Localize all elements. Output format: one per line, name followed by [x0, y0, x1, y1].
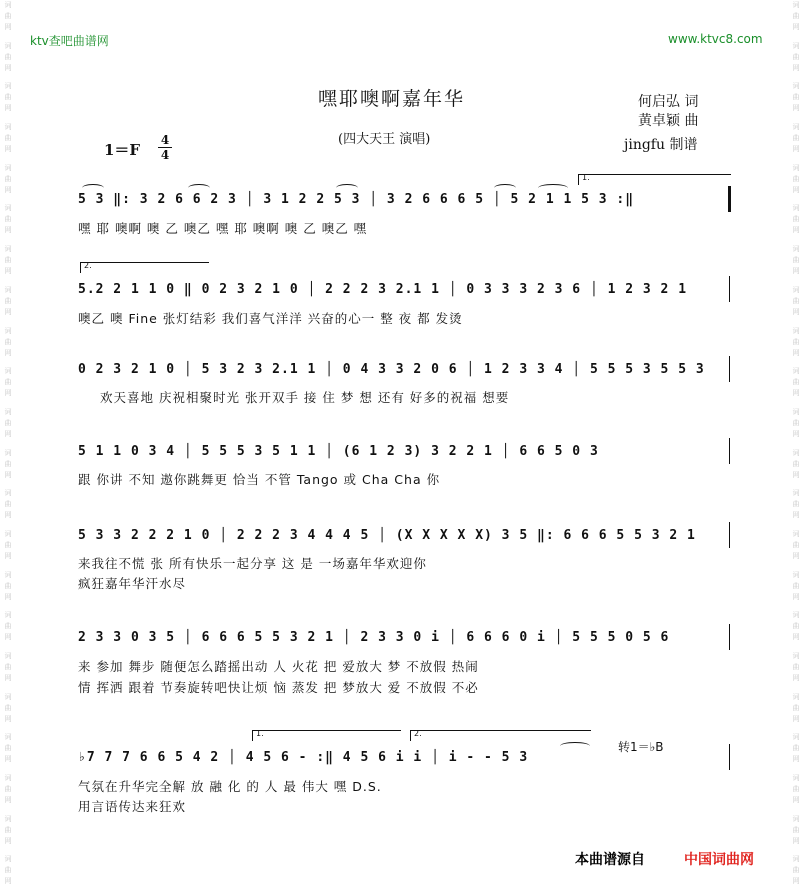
watermark-char: 曲 [4, 418, 12, 427]
watermark-char: 网 [792, 185, 800, 194]
watermark-char: 网 [4, 145, 12, 154]
watermark-char: 网 [4, 185, 12, 194]
site-right-label[interactable]: www.ktvc8.com [668, 32, 763, 46]
watermark-char: 曲 [792, 744, 800, 753]
watermark-char: 曲 [4, 296, 12, 305]
barline [729, 276, 730, 302]
lyricist-credit: 何启弘 词 [638, 94, 699, 110]
watermark-char: 曲 [792, 581, 800, 590]
watermark-char: 词 [4, 774, 12, 783]
watermark-char: 曲 [4, 134, 12, 143]
watermark-char: 词 [792, 855, 800, 864]
watermark-char: 曲 [4, 785, 12, 794]
watermark-char: 网 [792, 796, 800, 805]
watermark-char: 网 [4, 104, 12, 113]
slur [538, 184, 568, 192]
watermark-char: 网 [792, 104, 800, 113]
watermark-char: 词 [792, 326, 800, 335]
watermark-char: 网 [4, 389, 12, 398]
watermark-char: 曲 [792, 52, 800, 61]
volta-label: 1. [256, 729, 264, 738]
watermark-char: 曲 [792, 12, 800, 20]
volta-label: 1. [582, 173, 590, 182]
site-left-label[interactable]: ktv查吧曲谱网 [30, 34, 109, 48]
watermark-char: 词 [792, 774, 800, 783]
barline [729, 356, 730, 382]
watermark-char: 网 [4, 226, 12, 235]
barline [729, 522, 730, 548]
slur [188, 184, 210, 192]
watermark-char: 网 [4, 714, 12, 723]
watermark-char: 词 [4, 814, 12, 823]
watermark-char: 曲 [4, 540, 12, 549]
watermark-char: 词 [792, 814, 800, 823]
watermark-char: 曲 [4, 459, 12, 468]
watermark-char: 曲 [792, 256, 800, 265]
watermark-char: 曲 [792, 215, 800, 224]
watermark-char: 词 [792, 367, 800, 376]
arranger-credit: jingfu 制谱 [624, 137, 698, 153]
watermark-char: 曲 [792, 378, 800, 387]
watermark-char: 曲 [4, 744, 12, 753]
watermark-char: 曲 [792, 703, 800, 712]
watermark-left [2, 0, 14, 895]
watermark-char: 曲 [792, 866, 800, 875]
row-5-notes: 5 3 3 2 2 2 1 0 │ 2 2 2 3 4 4 4 5 │ (X X X X X) 3 5 ‖: 6 6 6 5 5 3 2 1 [78, 528, 696, 543]
watermark-char: 词 [4, 123, 12, 132]
watermark-char: 网 [4, 470, 12, 479]
song-subtitle: (四大天王 演唱) [338, 132, 431, 147]
watermark-char: 词 [792, 529, 800, 538]
row-3-lyrics: 欢天喜地 庆祝相聚时光 张开双手 接 住 梦 想 还有 好多的祝福 想要 [100, 390, 510, 405]
row-7-volta-1 [252, 730, 401, 741]
watermark-char: 词 [4, 245, 12, 254]
watermark-char: 曲 [4, 378, 12, 387]
watermark-char: 词 [4, 448, 12, 457]
watermark-char: 曲 [792, 540, 800, 549]
watermark-char: 词 [792, 1, 800, 9]
watermark-char: 词 [792, 41, 800, 50]
watermark-char: 词 [4, 204, 12, 213]
watermark-char: 网 [4, 511, 12, 520]
row-1-lyrics: 嘿 耶 噢啊 噢 乙 噢乙 嘿 耶 噢啊 噢 乙 噢乙 嘿 [78, 221, 368, 236]
watermark-char: 网 [792, 714, 800, 723]
watermark-char: 词 [4, 489, 12, 498]
watermark-char: 网 [4, 592, 12, 601]
watermark-char: 网 [4, 23, 12, 31]
watermark-char: 词 [792, 611, 800, 620]
watermark-char: 网 [792, 551, 800, 560]
watermark-char: 曲 [4, 581, 12, 590]
watermark-char: 词 [4, 692, 12, 701]
watermark-char: 词 [792, 448, 800, 457]
watermark-char: 词 [4, 367, 12, 376]
watermark-char: 曲 [792, 134, 800, 143]
watermark-char: 曲 [4, 215, 12, 224]
watermark-char: 曲 [4, 256, 12, 265]
watermark-char: 词 [792, 82, 800, 91]
watermark-char: 网 [4, 429, 12, 438]
watermark-char: 词 [4, 529, 12, 538]
watermark-char: 网 [792, 592, 800, 601]
watermark-char: 曲 [4, 52, 12, 61]
watermark-char: 曲 [4, 12, 12, 20]
watermark-char: 词 [792, 123, 800, 132]
watermark-char: 网 [792, 836, 800, 845]
watermark-char: 曲 [4, 866, 12, 875]
watermark-char: 网 [792, 674, 800, 682]
watermark-char: 词 [4, 1, 12, 9]
watermark-char: 网 [4, 633, 12, 642]
watermark-char: 曲 [792, 337, 800, 346]
watermark-char: 词 [792, 652, 800, 660]
source-site-link[interactable]: 中国词曲网 [684, 852, 754, 868]
watermark-char: 网 [792, 307, 800, 316]
watermark-char: 网 [4, 755, 12, 764]
row-4-notes: 5 1 1 0 3 4 │ 5 5 5 3 5 1 1 │ (6 1 2 3) 3 2 2 1 │ 6 6 5 0 3 [78, 444, 599, 459]
row-7-volta-2 [410, 730, 591, 741]
watermark-char: 词 [792, 733, 800, 742]
watermark-char: 网 [792, 63, 800, 72]
watermark-char: 网 [792, 511, 800, 520]
watermark-char: 词 [4, 82, 12, 91]
row-6-lyrics-verse2: 情 挥洒 跟着 节奏旋转吧快让烦 恼 蒸发 把 梦放大 爱 不放假 不必 [78, 680, 479, 695]
watermark-char: 网 [792, 389, 800, 398]
row-7-lyrics-verse2: 用言语传达来狂欢 [78, 799, 187, 814]
watermark-char: 曲 [4, 663, 12, 671]
composer-credit: 黄卓颖 曲 [638, 113, 699, 129]
watermark-char: 曲 [792, 825, 800, 834]
slur [494, 184, 516, 192]
modulation-mark: 转1＝♭B [618, 740, 664, 754]
watermark-char: 网 [792, 877, 800, 886]
watermark-char: 词 [4, 652, 12, 660]
watermark-char: 曲 [792, 93, 800, 102]
watermark-char: 词 [4, 41, 12, 50]
watermark-char: 词 [792, 163, 800, 172]
watermark-char: 词 [4, 570, 12, 579]
slur [82, 184, 104, 192]
row-4-lyrics: 跟 你讲 不知 遨你跳舞更 恰当 不管 Tango 或 Cha Cha 你 [78, 472, 441, 487]
source-label: 本曲谱源自 [575, 852, 645, 868]
watermark-char: 网 [792, 429, 800, 438]
row-2-notes: 5.2 2 1 1 0 ‖ 0 2 3 2 1 0 │ 2 2 2 3 2.1 1 │ 0 3 3 3 2 3 6 │ 1 2 3 2 1 [78, 282, 688, 297]
watermark-char: 曲 [792, 296, 800, 305]
watermark-char: 曲 [792, 174, 800, 183]
watermark-char: 网 [4, 307, 12, 316]
watermark-char: 网 [4, 877, 12, 886]
watermark-char: 网 [4, 836, 12, 845]
watermark-char: 词 [792, 570, 800, 579]
watermark-char: 词 [4, 611, 12, 620]
row-2-lyrics: 噢乙 噢 Fine 张灯结彩 我们喜气洋洋 兴奋的心一 整 夜 都 发烫 [78, 311, 463, 326]
row-6-lyrics: 来 参加 舞步 随便怎么踏摇出动 人 火花 把 爱放大 梦 不放假 热闹 [78, 659, 479, 674]
row-6-notes: 2 3 3 0 3 5 │ 6 6 6 5 5 3 2 1 │ 2 3 3 0 i │ 6 6 6 0 i │ 5 5 5 0 5 6 [78, 630, 670, 645]
watermark-char: 曲 [4, 337, 12, 346]
watermark-char: 网 [792, 226, 800, 235]
volta-label: 2. [414, 729, 422, 738]
watermark-char: 曲 [4, 500, 12, 509]
watermark-char: 曲 [792, 622, 800, 631]
row-7-notes: ♭7 7 7 6 6 5 4 2 │ 4 5 6 - :‖ 4 5 6 i i │ i - - 5 3 [78, 750, 529, 765]
watermark-char: 网 [4, 674, 12, 682]
watermark-char: 词 [4, 855, 12, 864]
watermark-char: 曲 [792, 418, 800, 427]
watermark-right [790, 0, 802, 895]
row-1-notes: 5 3 ‖: 3 2 6 6 2 3 │ 3 1 2 2 5 3 │ 3 2 6 6 6 5 │ 5 2 1 1 5 3 :‖ [78, 192, 635, 207]
barline [729, 438, 730, 464]
watermark-char: 网 [4, 348, 12, 357]
watermark-char: 网 [792, 348, 800, 357]
barline [729, 624, 730, 650]
watermark-char: 网 [4, 63, 12, 72]
row-7-lyrics: 气氛在升华完全解 放 融 化 的 人 最 伟大 嘿 D.S. [78, 779, 382, 794]
volta-label: 2. [84, 261, 92, 270]
watermark-char: 曲 [4, 174, 12, 183]
watermark-char: 曲 [4, 93, 12, 102]
row-5-lyrics: 来我往不慌 张 所有快乐一起分享 这 是 一场嘉年华欢迎你 [78, 556, 427, 571]
watermark-char: 词 [792, 489, 800, 498]
row-5-lyrics-verse2: 疯狂嘉年华汗水尽 [78, 576, 187, 591]
watermark-char: 曲 [792, 459, 800, 468]
row-2-volta [80, 262, 209, 273]
watermark-char: 网 [792, 267, 800, 276]
watermark-char: 曲 [792, 500, 800, 509]
meter-top: 4 [160, 133, 170, 147]
watermark-char: 词 [792, 285, 800, 294]
watermark-char: 词 [4, 326, 12, 335]
watermark-char: 网 [4, 551, 12, 560]
watermark-char: 曲 [4, 825, 12, 834]
row-3-notes: 0 2 3 2 1 0 │ 5 3 2 3 2.1 1 │ 0 4 3 3 2 0 6 │ 1 2 3 3 4 │ 5 5 5 3 5 5 3 [78, 362, 705, 377]
song-title: 嘿耶噢啊嘉年华 [318, 88, 466, 110]
slur [560, 742, 590, 750]
watermark-char: 词 [792, 407, 800, 416]
watermark-char: 曲 [4, 703, 12, 712]
watermark-char: 词 [4, 407, 12, 416]
watermark-char: 词 [4, 733, 12, 742]
watermark-char: 词 [4, 163, 12, 172]
watermark-char: 网 [792, 755, 800, 764]
watermark-char: 网 [792, 145, 800, 154]
watermark-char: 词 [792, 692, 800, 701]
row-1-volta [578, 174, 731, 185]
watermark-char: 词 [792, 245, 800, 254]
watermark-char: 曲 [792, 663, 800, 671]
watermark-char: 曲 [4, 622, 12, 631]
barline [729, 744, 730, 770]
watermark-char: 词 [4, 285, 12, 294]
watermark-char: 曲 [792, 785, 800, 794]
watermark-char: 词 [792, 204, 800, 213]
key-signature: 1＝F [104, 141, 141, 159]
watermark-char: 网 [792, 633, 800, 642]
watermark-char: 网 [792, 23, 800, 31]
barline [728, 186, 731, 212]
watermark-char: 网 [4, 267, 12, 276]
slur [336, 184, 358, 192]
meter-bottom: 4 [160, 148, 170, 162]
watermark-char: 网 [4, 796, 12, 805]
watermark-char: 网 [792, 470, 800, 479]
